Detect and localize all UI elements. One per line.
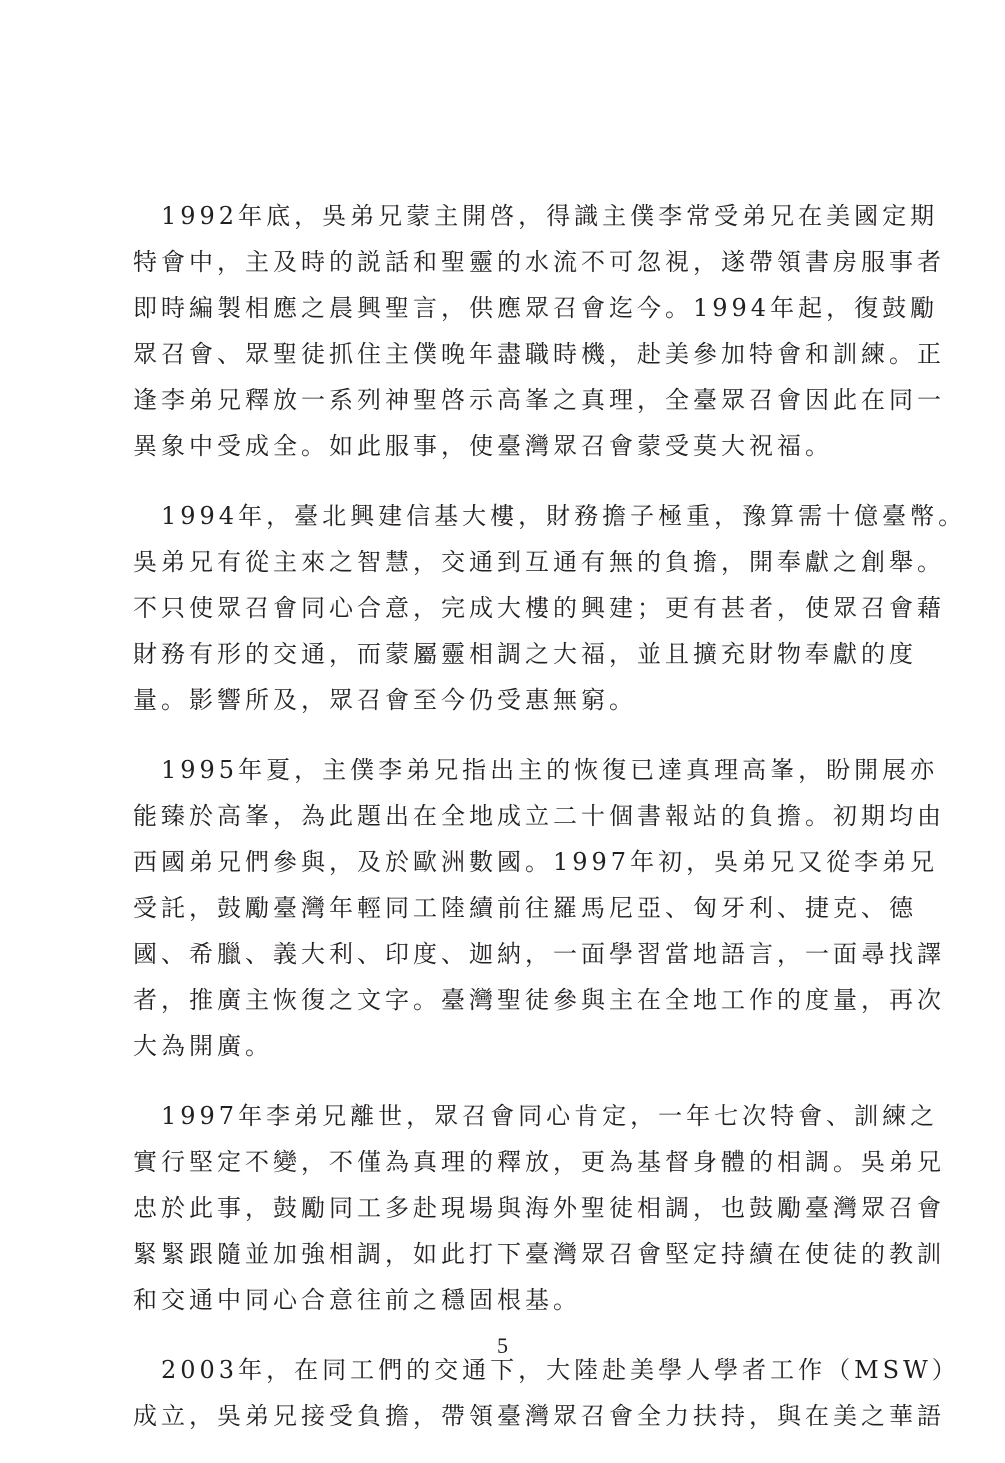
text-line: 1994年，臺北興建信基大樓，財務擔子極重，豫算需十億臺幣。 [161,502,967,530]
text-line: 異象中受成全。如此服事，使臺灣眾召會蒙受莫大祝福。 [133,432,833,460]
text-line: 量。影響所及，眾召會至今仍受惠無窮。 [133,686,637,714]
text-line: 成立，吳弟兄接受負擔，帶領臺灣眾召會全力扶持，與在美之華語 [133,1402,945,1430]
text-line: 大為開廣。 [133,1032,273,1060]
paragraph-1 [133,193,945,469]
text-line: 眾召會、眾聖徒抓住主僕晚年盡職時機，赴美參加特會和訓練。正 [133,340,945,368]
text-line: 1997年李弟兄離世，眾召會同心肯定，一年七次特會、訓練之 [161,1102,939,1130]
text-line: 西國弟兄們參與，及於歐洲數國。1997年初，吳弟兄又從李弟兄 [133,848,939,876]
text-line: 受託，鼓勵臺灣年輕同工陸續前往羅馬尼亞、匈牙利、捷克、德 [133,894,917,922]
text-line: 緊緊跟隨並加強相調，如此打下臺灣眾召會堅定持續在使徒的教訓 [133,1240,945,1268]
text-line: 能臻於高峯，為此題出在全地成立二十個書報站的負擔。初期均由 [133,802,945,830]
text-line: 不只使眾召會同心合意，完成大樓的興建；更有甚者，使眾召會藉 [133,594,945,622]
text-line: 吳弟兄有從主來之智慧，交通到互通有無的負擔，開奉獻之創舉。 [133,548,945,576]
text-line: 即時編製相應之晨興聖言，供應眾召會迄今。1994年起，復鼓勵 [133,294,939,322]
text-line: 1992年底，吳弟兄蒙主開啓，得識主僕李常受弟兄在美國定期 [161,202,939,230]
body-text [133,193,967,1463]
paragraph-2 [133,493,967,723]
paragraph-5 [133,1347,960,1439]
text-line: 特會中，主及時的説話和聖靈的水流不可忽視，遂帶領書房服事者 [133,248,945,276]
text-line: 者，推廣主恢復之文字。臺灣聖徒參與主在全地工作的度量，再次 [133,986,945,1014]
page-number: 5 [497,1333,508,1358]
text-line: 實行堅定不變，不僅為真理的釋放，更為基督身體的相調。吳弟兄 [133,1148,945,1176]
text-line: 和交通中同心合意往前之穩固根基。 [133,1286,581,1314]
text-line: 2003年，在同工們的交通下，大陸赴美學人學者工作（MSW） [161,1356,960,1384]
paragraph-3 [133,747,945,1069]
text-line: 財務有形的交通，而蒙屬靈相調之大福，並且擴充財物奉獻的度 [133,640,917,668]
paragraph-4 [133,1093,945,1323]
text-line: 國、希臘、義大利、印度、迦納，一面學習當地語言，一面尋找譯 [133,940,945,968]
text-line: 忠於此事，鼓勵同工多赴現場與海外聖徒相調，也鼓勵臺灣眾召會 [133,1194,945,1222]
text-line: 1995年夏，主僕李弟兄指出主的恢復已達真理高峯，盼開展亦 [161,756,939,784]
text-line: 逢李弟兄釋放一系列神聖啓示高峯之真理，全臺眾召會因此在同一 [133,386,945,414]
